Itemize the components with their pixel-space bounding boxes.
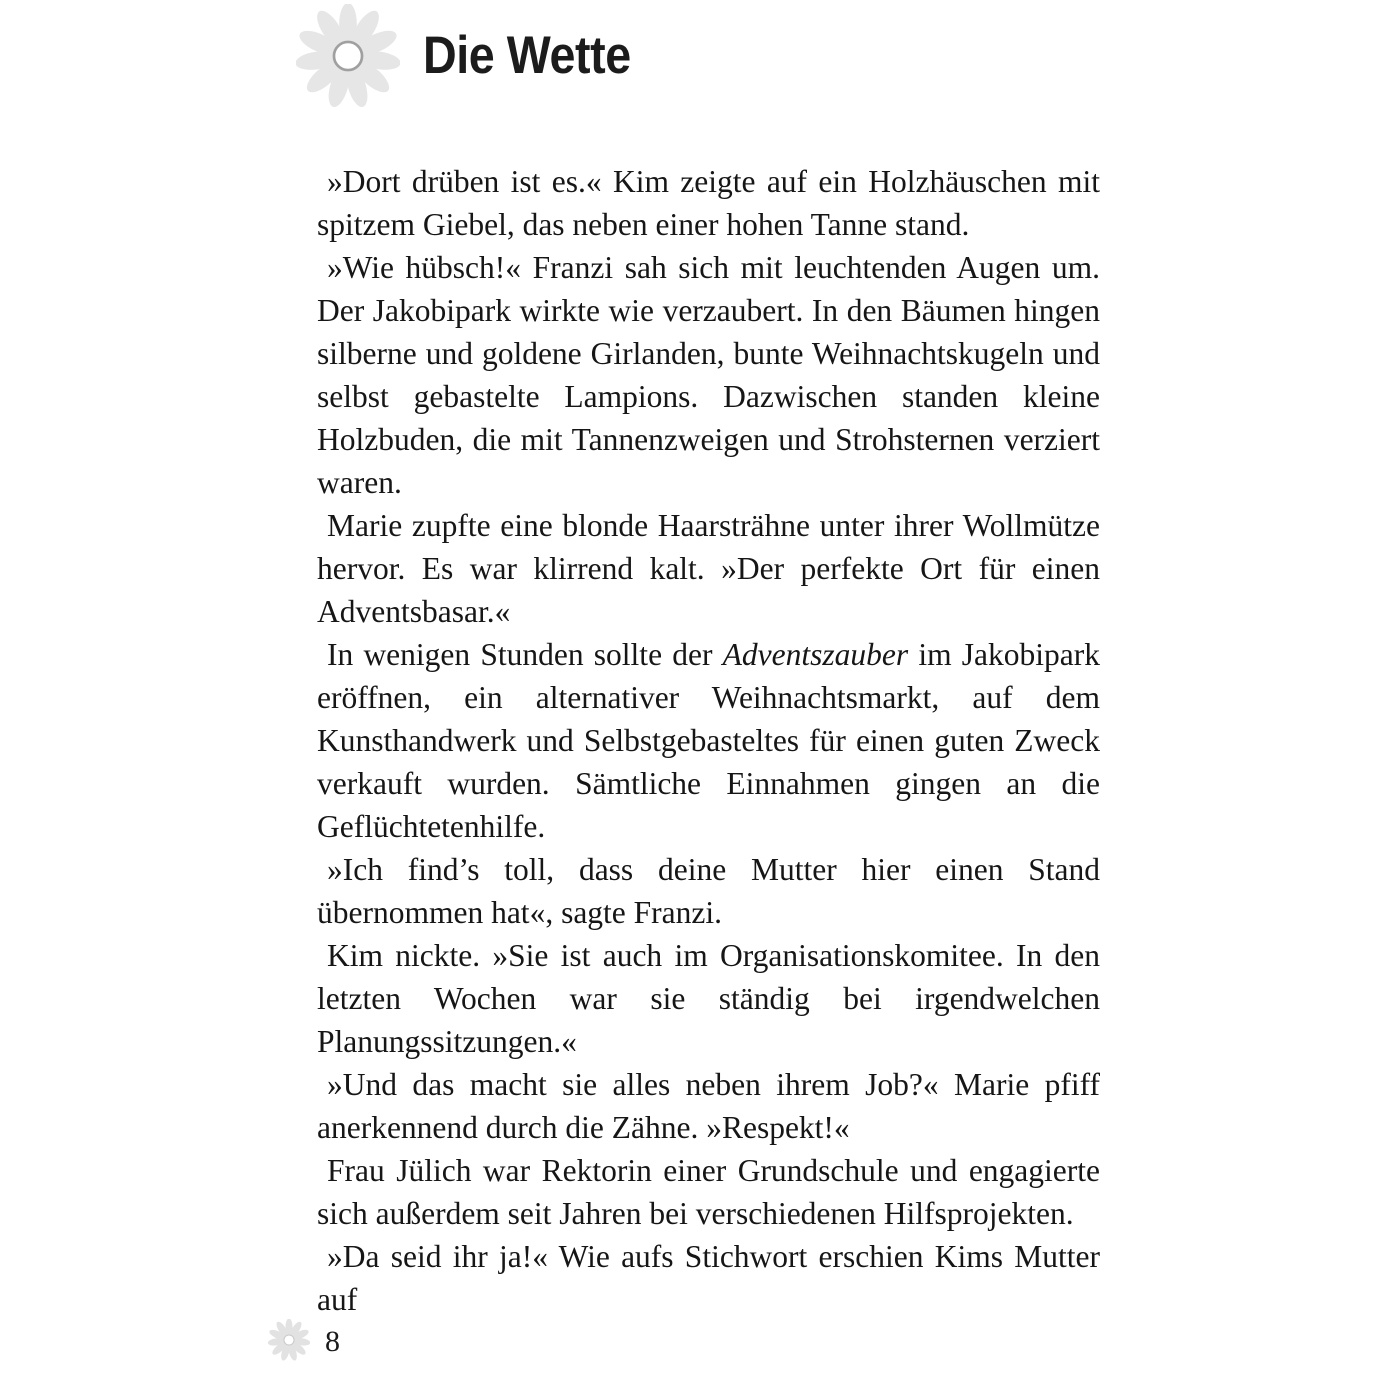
paragraph: Kim nickte. »Sie ist auch im Organisationskomitee. In den letzten Wochen war sie ständig bei irgendwelchen Planungssitzungen.« [317, 938, 1100, 1059]
paragraph-text-after-italic: im Jakobipark eröffnen, ein alternativer Weihnachtsmarkt, auf dem Kunsthandwerk und Selbstgebasteltes für einen guten Zweck verkauft wurden. Sämtliche Einnahmen gingen an die Geflüchtetenhilfe. [317, 637, 1101, 844]
page-footer [268, 1318, 340, 1366]
paragraph: »Ich find’s toll, dass deine Mutter hier einen Stand übernommen hat«, sagte Franzi. [317, 852, 1100, 930]
paragraph: Frau Jülich war Rektorin einer Grundschule und engagierte sich außerdem seit Jahren bei verschiedenen Hilfsprojekten. [317, 1153, 1100, 1231]
italic-term: Adventszauber [722, 637, 909, 672]
paragraph: »Da seid ihr ja!« Wie aufs Stichwort erschien Kims Mutter auf [317, 1239, 1100, 1317]
paragraph: »Dort drüben ist es.« Kim zeigte auf ein Holzhäuschen mit spitzem Giebel, das neben einer hohen Tanne stand. [317, 164, 1100, 242]
paragraph: »Wie hübsch!« Franzi sah sich mit leuchtenden Augen um. Der Jakobipark wirkte wie verzaubert. In den Bäumen hingen silberne und goldene Girlanden, bunte Weihnachtskugeln und selbst gebastelte Lampions. Dazwischen standen kleine Holzbuden, die mit Tannenzweigen und Strohsternen verziert waren. [317, 250, 1100, 500]
page-title: Die Wette [423, 25, 631, 85]
paragraph-text-before-italic: In wenigen Stunden sollte der [327, 637, 723, 672]
paragraph: Marie zupfte eine blonde Haarsträhne unter ihrer Wollmütze hervor. Es war klirrend kalt. »Der perfekte Ort für einen Adventsbasar.« [317, 508, 1100, 629]
daisy-flower-icon [268, 1319, 310, 1366]
page-number: 8 [325, 1325, 340, 1358]
paragraph: »Und das macht sie alles neben ihrem Job?« Marie pfiff anerkennend durch die Zähne. »Respekt!« [317, 1067, 1100, 1145]
chapter-body [317, 160, 1100, 1321]
daisy-flower-icon [296, 4, 400, 113]
paragraph [317, 633, 1100, 848]
chapter-header [296, 4, 659, 112]
